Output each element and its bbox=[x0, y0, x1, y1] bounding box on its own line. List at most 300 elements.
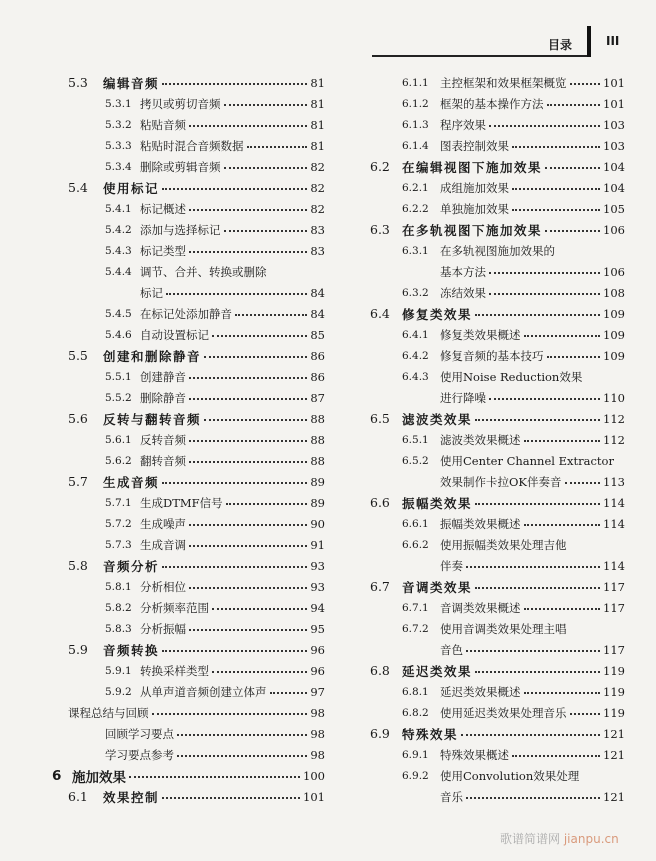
dot-leader bbox=[224, 167, 308, 169]
toc-entry-title: 生成音频 bbox=[103, 474, 160, 490]
toc-entry-number: 5.5 bbox=[68, 348, 88, 363]
toc-entry-page: 119 bbox=[603, 705, 625, 720]
dot-leader bbox=[461, 734, 600, 736]
toc-entry[interactable] bbox=[105, 744, 325, 765]
toc-entry-title: 创建静音 bbox=[140, 369, 186, 384]
toc-entry[interactable] bbox=[105, 387, 325, 408]
toc-entry-page: 114 bbox=[603, 558, 625, 573]
toc-entry-number: 5.4.5 bbox=[105, 307, 132, 320]
toc-entry[interactable] bbox=[105, 135, 325, 156]
toc-entry-number: 5.8.3 bbox=[105, 622, 132, 635]
toc-entry-number: 5.4 bbox=[68, 180, 88, 195]
toc-entry[interactable] bbox=[402, 702, 625, 723]
dot-leader bbox=[189, 251, 307, 253]
dot-leader bbox=[466, 650, 600, 652]
toc-entry-page: 114 bbox=[603, 495, 625, 510]
dot-leader bbox=[524, 440, 601, 442]
dot-leader bbox=[189, 398, 307, 400]
toc-entry-number: 6.2.2 bbox=[402, 202, 429, 215]
toc-entry[interactable] bbox=[402, 450, 625, 471]
toc-entry-title: 在编辑视图下施加效果 bbox=[402, 159, 543, 175]
toc-entry-title: 效果控制 bbox=[103, 789, 160, 805]
toc-entry[interactable] bbox=[105, 114, 325, 135]
toc-entry[interactable] bbox=[68, 471, 325, 492]
dot-leader bbox=[129, 776, 300, 778]
toc-entry[interactable] bbox=[370, 408, 625, 429]
toc-entry-title: 使用音调类效果处理主唱 bbox=[440, 621, 567, 636]
toc-entry-page: 101 bbox=[303, 789, 325, 804]
toc-entry[interactable] bbox=[68, 555, 325, 576]
toc-entry-page: 119 bbox=[603, 684, 625, 699]
toc-entry-page: 110 bbox=[603, 390, 625, 405]
toc-entry[interactable] bbox=[402, 744, 625, 765]
toc-entry-page: 91 bbox=[310, 537, 325, 552]
dot-leader bbox=[189, 587, 307, 589]
toc-entry[interactable] bbox=[402, 135, 625, 156]
toc-entry-title: 音频分析 bbox=[103, 558, 160, 574]
toc-entry[interactable] bbox=[68, 702, 325, 723]
dot-leader bbox=[489, 125, 600, 127]
toc-entry-number: 6.1.4 bbox=[402, 139, 429, 152]
toc-entry-page: 82 bbox=[310, 159, 325, 174]
dot-leader bbox=[489, 398, 600, 400]
toc-entry-number: 5.5.2 bbox=[105, 391, 132, 404]
toc-entry-number: 6.3.1 bbox=[402, 244, 429, 257]
toc-entry[interactable] bbox=[52, 765, 325, 786]
toc-entry-number: 5.5.1 bbox=[105, 370, 132, 383]
dot-leader bbox=[524, 692, 601, 694]
toc-entry[interactable] bbox=[402, 429, 625, 450]
toc-entry[interactable] bbox=[370, 303, 625, 324]
toc-entry[interactable] bbox=[402, 324, 625, 345]
toc-entry-number: 6.9.1 bbox=[402, 748, 429, 761]
toc-entry-number: 5.6.1 bbox=[105, 433, 132, 446]
toc-entry-number: 6.5.2 bbox=[402, 454, 429, 467]
dot-leader bbox=[512, 188, 600, 190]
toc-entry-number: 5.3 bbox=[68, 75, 88, 90]
toc-entry-page: 119 bbox=[603, 663, 625, 678]
toc-entry-number: 5.4.1 bbox=[105, 202, 132, 215]
toc-entry[interactable] bbox=[402, 681, 625, 702]
toc-entry[interactable] bbox=[402, 282, 625, 303]
toc-entry[interactable] bbox=[105, 303, 325, 324]
toc-entry[interactable] bbox=[105, 492, 325, 513]
toc-entry-page: 105 bbox=[603, 201, 625, 216]
toc-entry-number: 6.8 bbox=[370, 663, 390, 678]
toc-entry-page: 98 bbox=[310, 747, 325, 762]
toc-entry-title: 创建和删除静音 bbox=[103, 348, 202, 364]
watermark bbox=[500, 830, 619, 847]
toc-entry[interactable] bbox=[440, 261, 625, 282]
toc-entry[interactable] bbox=[105, 429, 325, 450]
toc-entry-title: 进行降噪 bbox=[440, 390, 486, 405]
toc-entry[interactable] bbox=[105, 618, 325, 639]
toc-entry-title: 主控框架和效果框架概览 bbox=[440, 75, 567, 90]
toc-entry-number: 5.8.2 bbox=[105, 601, 132, 614]
toc-entry-title: 在多轨视图下施加效果 bbox=[402, 222, 543, 238]
toc-entry[interactable] bbox=[440, 555, 625, 576]
dot-leader bbox=[212, 608, 307, 610]
toc-entry-number: 6.1 bbox=[68, 789, 88, 804]
toc-entry-number: 6.5 bbox=[370, 411, 390, 426]
dot-leader bbox=[162, 566, 307, 568]
toc-entry-number: 5.9.2 bbox=[105, 685, 132, 698]
dot-leader bbox=[489, 293, 600, 295]
toc-entry-number: 5.9 bbox=[68, 642, 88, 657]
toc-entry-title: 延迟类效果概述 bbox=[440, 684, 521, 699]
toc-entry[interactable] bbox=[402, 240, 625, 261]
dot-leader bbox=[189, 524, 307, 526]
toc-entry-page: 84 bbox=[310, 285, 325, 300]
toc-entry-title: 转换采样类型 bbox=[140, 663, 209, 678]
dot-leader bbox=[547, 356, 601, 358]
toc-entry-title: 效果制作卡拉OK伴奏音 bbox=[440, 474, 562, 489]
toc-entry[interactable] bbox=[68, 345, 325, 366]
toc-entry-number: 6.8.1 bbox=[402, 685, 429, 698]
toc-entry-title: 特殊效果概述 bbox=[440, 747, 509, 762]
toc-entry[interactable] bbox=[105, 261, 325, 282]
toc-entry[interactable] bbox=[68, 408, 325, 429]
dot-leader bbox=[235, 314, 307, 316]
toc-entry-page: 103 bbox=[603, 138, 625, 153]
dot-leader bbox=[212, 335, 307, 337]
dot-leader bbox=[270, 692, 308, 694]
dot-leader bbox=[570, 713, 601, 715]
toc-entry-number: 6.6.2 bbox=[402, 538, 429, 551]
toc-entry-title: 在多轨视图施加效果的 bbox=[440, 243, 555, 258]
toc-entry[interactable] bbox=[402, 198, 625, 219]
toc-entry-number: 5.3.4 bbox=[105, 160, 132, 173]
toc-entry-title: 分析频率范围 bbox=[140, 600, 209, 615]
dot-leader bbox=[524, 608, 601, 610]
toc-entry[interactable] bbox=[105, 240, 325, 261]
toc-entry[interactable] bbox=[68, 72, 325, 93]
toc-entry-page: 121 bbox=[603, 789, 625, 804]
dot-leader bbox=[545, 230, 600, 232]
dot-leader bbox=[247, 146, 308, 148]
dot-leader bbox=[226, 503, 308, 505]
toc-entry-title: 生成噪声 bbox=[140, 516, 186, 531]
toc-entry-title: 修复类效果概述 bbox=[440, 327, 521, 342]
toc-entry-number: 5.8.1 bbox=[105, 580, 132, 593]
toc-entry-title: 修复音频的基本技巧 bbox=[440, 348, 544, 363]
toc-entry-title: 粘贴时混合音频数据 bbox=[140, 138, 244, 153]
toc-entry-title: 音频转换 bbox=[103, 642, 160, 658]
toc-entry-title: 成组施加效果 bbox=[440, 180, 509, 195]
toc-entry-page: 94 bbox=[310, 600, 325, 615]
toc-entry-page: 103 bbox=[603, 117, 625, 132]
toc-entry-number: 6.9.2 bbox=[402, 769, 429, 782]
toc-entry[interactable] bbox=[105, 534, 325, 555]
toc-entry-number: 5.7.1 bbox=[105, 496, 132, 509]
toc-entry-page: 97 bbox=[310, 684, 325, 699]
toc-entry-number: 6.4 bbox=[370, 306, 390, 321]
toc-entry-title: 音调类效果 bbox=[402, 579, 473, 595]
toc-entry-page: 104 bbox=[603, 180, 625, 195]
toc-entry[interactable] bbox=[440, 387, 625, 408]
toc-entry-number: 6.3 bbox=[370, 222, 390, 237]
toc-entry-number: 6.8.2 bbox=[402, 706, 429, 719]
toc-entry[interactable] bbox=[105, 324, 325, 345]
toc-entry-title: 自动设置标记 bbox=[140, 327, 209, 342]
toc-entry-title: 冻结效果 bbox=[440, 285, 486, 300]
dot-leader bbox=[162, 482, 307, 484]
toc-entry-number: 6.1.3 bbox=[402, 118, 429, 131]
toc-entry-number: 6.3.2 bbox=[402, 286, 429, 299]
toc-entry-page: 98 bbox=[310, 705, 325, 720]
toc-entry-page: 86 bbox=[310, 369, 325, 384]
toc-entry-page: 106 bbox=[603, 264, 625, 279]
toc-entry-number: 5.7 bbox=[68, 474, 88, 489]
toc-entry-title: 反转音频 bbox=[140, 432, 186, 447]
toc-entry-page: 88 bbox=[310, 432, 325, 447]
toc-entry-page: 95 bbox=[310, 621, 325, 636]
dot-leader bbox=[162, 650, 307, 652]
toc-entry[interactable] bbox=[402, 765, 625, 786]
toc-entry-page: 106 bbox=[603, 222, 625, 237]
toc-entry-title: 反转与翻转音频 bbox=[103, 411, 202, 427]
toc-entry-page: 93 bbox=[310, 558, 325, 573]
toc-entry-title: 课程总结与回顾 bbox=[68, 705, 149, 720]
dot-leader bbox=[166, 293, 307, 295]
dot-leader bbox=[162, 797, 300, 799]
toc-entry-title: 分析相位 bbox=[140, 579, 186, 594]
watermark-cn: 歌谱简谱网 bbox=[500, 832, 561, 846]
toc-entry-title: 添加与选择标记 bbox=[140, 222, 221, 237]
dot-leader bbox=[152, 713, 308, 715]
toc-entry-title: 粘贴音频 bbox=[140, 117, 186, 132]
toc-entry[interactable] bbox=[68, 177, 325, 198]
toc-entry-page: 98 bbox=[310, 726, 325, 741]
toc-entry-title: 标记 bbox=[140, 285, 163, 300]
dot-leader bbox=[189, 629, 307, 631]
toc-entry-title: 学习要点参考 bbox=[105, 747, 174, 762]
toc-entry-page: 117 bbox=[603, 579, 625, 594]
toc-entry[interactable] bbox=[402, 177, 625, 198]
toc-entry-title: 使用Convolution效果处理 bbox=[440, 768, 580, 783]
toc-entry-title: 音调类效果概述 bbox=[440, 600, 521, 615]
toc-entry-page: 90 bbox=[310, 516, 325, 531]
toc-entry[interactable] bbox=[105, 576, 325, 597]
toc-entry-title: 使用Noise Reduction效果 bbox=[440, 369, 583, 384]
dot-leader bbox=[212, 671, 307, 673]
dot-leader bbox=[204, 356, 307, 358]
toc-entry[interactable] bbox=[68, 639, 325, 660]
toc-entry-number: 6.2.1 bbox=[402, 181, 429, 194]
toc-entry[interactable] bbox=[370, 723, 625, 744]
toc-entry-page: 82 bbox=[310, 201, 325, 216]
toc-entry[interactable] bbox=[402, 534, 625, 555]
toc-entry[interactable] bbox=[402, 345, 625, 366]
toc-entry[interactable] bbox=[105, 597, 325, 618]
toc-entry-title: 滤波类效果 bbox=[402, 411, 473, 427]
dot-leader bbox=[189, 461, 307, 463]
toc-entry-number: 5.6.2 bbox=[105, 454, 132, 467]
toc-entry-page: 86 bbox=[310, 348, 325, 363]
toc-entry[interactable] bbox=[402, 366, 625, 387]
toc-entry[interactable] bbox=[440, 471, 625, 492]
toc-entry-title: 伴奏 bbox=[440, 558, 463, 573]
toc-entry[interactable] bbox=[370, 219, 625, 240]
toc-entry[interactable] bbox=[105, 366, 325, 387]
toc-entry[interactable] bbox=[402, 93, 625, 114]
toc-entry-page: 88 bbox=[310, 411, 325, 426]
dot-leader bbox=[204, 419, 307, 421]
toc-entry-title: 拷贝或剪切音频 bbox=[140, 96, 221, 111]
dot-leader bbox=[475, 314, 600, 316]
toc-entry-title: 生成音调 bbox=[140, 537, 186, 552]
dot-leader bbox=[524, 335, 601, 337]
toc-entry-number: 5.6 bbox=[68, 411, 88, 426]
toc-entry-title: 音乐 bbox=[440, 789, 463, 804]
dot-leader bbox=[162, 83, 307, 85]
toc-entry-title: 使用Center Channel Extractor bbox=[440, 453, 614, 468]
toc-entry-page: 112 bbox=[603, 411, 625, 426]
dot-leader bbox=[475, 587, 600, 589]
dot-leader bbox=[489, 272, 600, 274]
toc-entry-page: 81 bbox=[310, 117, 325, 132]
toc-entry[interactable] bbox=[402, 114, 625, 135]
dot-leader bbox=[466, 797, 600, 799]
toc-entry-page: 117 bbox=[603, 600, 625, 615]
toc-entry[interactable] bbox=[440, 639, 625, 660]
toc-entry-title: 编辑音频 bbox=[103, 75, 160, 91]
toc-entry-title: 滤波类效果概述 bbox=[440, 432, 521, 447]
toc-entry[interactable] bbox=[105, 156, 325, 177]
toc-entry-page: 114 bbox=[603, 516, 625, 531]
toc-entry-number: 6.6 bbox=[370, 495, 390, 510]
toc-entry-page: 121 bbox=[603, 726, 625, 741]
dot-leader bbox=[475, 671, 600, 673]
dot-leader bbox=[189, 209, 307, 211]
toc-entry-title: 振幅类效果 bbox=[402, 495, 473, 511]
toc-entry[interactable] bbox=[105, 198, 325, 219]
toc-entry-title: 分析振幅 bbox=[140, 621, 186, 636]
dot-leader bbox=[475, 503, 600, 505]
dot-leader bbox=[162, 188, 307, 190]
toc-entry-page: 93 bbox=[310, 579, 325, 594]
toc-entry-page: 113 bbox=[603, 474, 625, 489]
toc-entry-page: 96 bbox=[310, 663, 325, 678]
toc-entry-number: 5.4.3 bbox=[105, 244, 132, 257]
toc-entry-number: 5.3.1 bbox=[105, 97, 132, 110]
toc-entry-title: 使用延迟类效果处理音乐 bbox=[440, 705, 567, 720]
toc-entry-number: 6.7 bbox=[370, 579, 390, 594]
toc-entry-page: 84 bbox=[310, 306, 325, 321]
toc-entry-number: 6.1.1 bbox=[402, 76, 429, 89]
dot-leader bbox=[512, 755, 600, 757]
toc-entry[interactable] bbox=[105, 660, 325, 681]
toc-entry[interactable] bbox=[402, 597, 625, 618]
watermark-en: jianpu.cn bbox=[563, 832, 619, 846]
toc-entry[interactable] bbox=[370, 576, 625, 597]
toc-entry[interactable] bbox=[68, 786, 325, 807]
toc-entry-page: 83 bbox=[310, 222, 325, 237]
toc-entry-page: 81 bbox=[310, 96, 325, 111]
toc-entry-number: 6 bbox=[52, 767, 62, 784]
toc-entry-title: 振幅类效果概述 bbox=[440, 516, 521, 531]
toc-entry-page: 108 bbox=[603, 285, 625, 300]
toc-entry[interactable] bbox=[105, 513, 325, 534]
toc-entry-page: 109 bbox=[603, 348, 625, 363]
toc-entry[interactable] bbox=[370, 492, 625, 513]
toc-entry-number: 5.7.3 bbox=[105, 538, 132, 551]
toc-entry-page: 96 bbox=[310, 642, 325, 657]
dot-leader bbox=[565, 482, 601, 484]
toc-entry-title: 回顾学习要点 bbox=[105, 726, 174, 741]
toc-entry-title: 删除或剪辑音频 bbox=[140, 159, 221, 174]
toc-entry[interactable] bbox=[105, 450, 325, 471]
toc-entry-title: 在标记处添加静音 bbox=[140, 306, 232, 321]
toc-entry[interactable] bbox=[370, 660, 625, 681]
toc-entry-title: 单独施加效果 bbox=[440, 201, 509, 216]
toc-entry-page: 89 bbox=[310, 495, 325, 510]
toc-entry-page: 81 bbox=[310, 75, 325, 90]
toc-entry-number: 6.4.1 bbox=[402, 328, 429, 341]
toc-entry-title: 使用振幅类效果处理吉他 bbox=[440, 537, 567, 552]
dot-leader bbox=[545, 167, 600, 169]
dot-leader bbox=[466, 566, 600, 568]
toc-entry-page: 104 bbox=[603, 159, 625, 174]
toc-entry-title: 音色 bbox=[440, 642, 463, 657]
toc-entry-number: 6.9 bbox=[370, 726, 390, 741]
dot-leader bbox=[524, 524, 601, 526]
toc-entry-number: 5.4.4 bbox=[105, 265, 132, 278]
toc-entry[interactable] bbox=[105, 681, 325, 702]
toc-entry-number: 6.2 bbox=[370, 159, 390, 174]
toc-entry-page: 83 bbox=[310, 243, 325, 258]
toc-entry-title: 延迟类效果 bbox=[402, 663, 473, 679]
toc-entry[interactable] bbox=[105, 723, 325, 744]
toc-entry[interactable] bbox=[402, 618, 625, 639]
dot-leader bbox=[189, 440, 307, 442]
dot-leader bbox=[189, 377, 307, 379]
toc-entry-title: 使用标记 bbox=[103, 180, 160, 196]
toc-entry[interactable] bbox=[105, 93, 325, 114]
toc-entry[interactable] bbox=[105, 219, 325, 240]
toc-entry-title: 修复类效果 bbox=[402, 306, 473, 322]
toc-entry-page: 88 bbox=[310, 453, 325, 468]
toc-entry-number: 5.8 bbox=[68, 558, 88, 573]
toc-entry-page: 81 bbox=[310, 138, 325, 153]
toc-entry-page: 121 bbox=[603, 747, 625, 762]
toc-entry-page: 89 bbox=[310, 474, 325, 489]
toc-entry-page: 101 bbox=[603, 75, 625, 90]
dot-leader bbox=[512, 146, 600, 148]
toc-entry-title: 翻转音频 bbox=[140, 453, 186, 468]
toc-entry-title: 删除静音 bbox=[140, 390, 186, 405]
toc-entry[interactable] bbox=[140, 282, 325, 303]
toc-entry-number: 6.4.3 bbox=[402, 370, 429, 383]
toc-entry-title: 基本方法 bbox=[440, 264, 486, 279]
toc-entry-title: 图表控制效果 bbox=[440, 138, 509, 153]
dot-leader bbox=[547, 104, 601, 106]
page-number: III bbox=[606, 34, 620, 48]
toc-entry-number: 6.5.1 bbox=[402, 433, 429, 446]
toc-entry[interactable] bbox=[402, 72, 625, 93]
toc-entry-page: 100 bbox=[303, 768, 325, 783]
toc-entry-page: 87 bbox=[310, 390, 325, 405]
toc-entry[interactable] bbox=[402, 513, 625, 534]
toc-entry-page: 109 bbox=[603, 306, 625, 321]
toc-entry-number: 6.6.1 bbox=[402, 517, 429, 530]
toc-entry-number: 6.1.2 bbox=[402, 97, 429, 110]
dot-leader bbox=[189, 125, 307, 127]
dot-leader bbox=[224, 230, 308, 232]
toc-entry-page: 109 bbox=[603, 327, 625, 342]
toc-entry[interactable] bbox=[440, 786, 625, 807]
toc-entry[interactable] bbox=[370, 156, 625, 177]
